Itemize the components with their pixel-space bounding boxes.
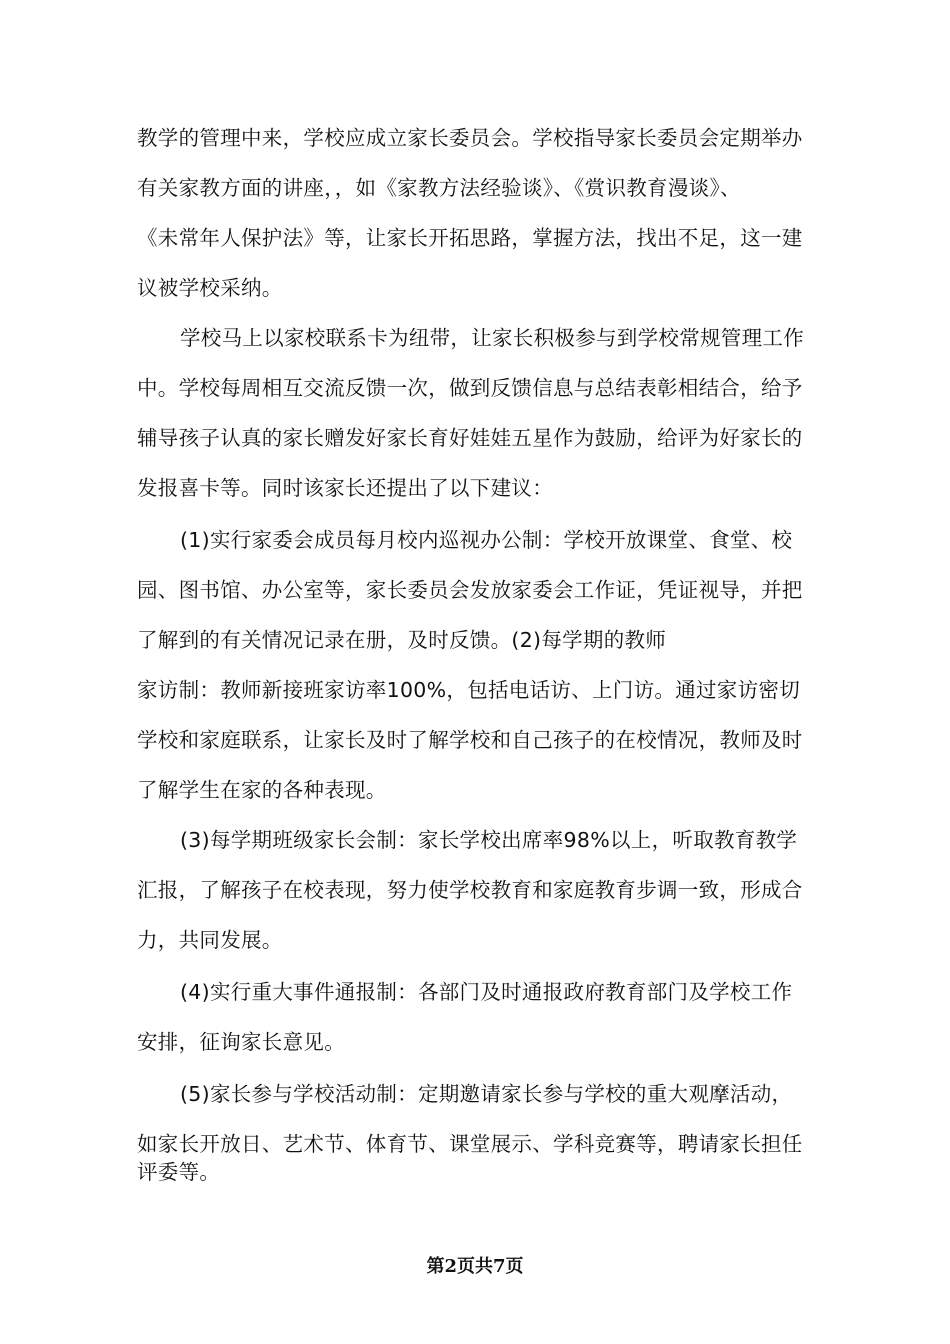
text-line: 有关家教方面的讲座，，如《家教方法经验谈》、《赏识教育漫谈》、 (137, 176, 741, 200)
page-number-footer: 第2页共7页 (426, 1256, 524, 1277)
text-line: 学校和家庭联系，让家长及时了解学校和自己孩子的在校情况，教师及时 (137, 728, 803, 752)
text-line: 了解到的有关情况记录在册，及时反馈。(2)每学期的教师 (137, 628, 667, 652)
text-line: 力，共同发展。 (137, 928, 283, 952)
paragraph-first-line: (5)家长参与学校活动制：定期邀请家长参与学校的重大观摩活动， (180, 1082, 793, 1106)
paragraph-first-line: (4)实行重大事件通报制：各部门及时通报政府教育部门及学校工作 (180, 980, 793, 1004)
text-line: 安排，征询家长意见。 (137, 1030, 345, 1054)
text-line: 辅导孩子认真的家长赠发好家长育好娃娃五星作为鼓励，给评为好家长的 (137, 426, 803, 450)
text-line: 汇报，了解孩子在校表现，努力使学校教育和家庭教育步调一致，形成合 (137, 878, 803, 902)
text-line: 评委等。 (137, 1160, 221, 1184)
text-line: 园、图书馆、办公室等，家长委员会发放家委会工作证，凭证视导，并把 (137, 578, 803, 602)
text-line: 《未常年人保护法》等，让家长开拓思路，掌握方法，找出不足，这一建 (137, 226, 803, 250)
text-line: 家访制：教师新接班家访率100%，包括电话访、上门访。通过家访密切 (137, 678, 801, 702)
text-line: 了解学生在家的各种表现。 (137, 778, 387, 802)
text-line: 如家长开放日、艺术节、体育节、课堂展示、学科竞赛等，聘请家长担任 (137, 1132, 803, 1156)
paragraph-first-line: (1)实行家委会成员每月校内巡视办公制：学校开放课堂、食堂、校 (180, 528, 793, 552)
paragraph-first-line: 学校马上以家校联系卡为纽带，让家长积极参与到学校常规管理工作 (180, 326, 804, 350)
text-line: 发报喜卡等。同时该家长还提出了以下建议： (137, 476, 553, 500)
text-line: 议被学校采纳。 (137, 276, 283, 300)
text-line: 中。学校每周相互交流反馈一次，做到反馈信息与总结表彰相结合，给予 (137, 376, 803, 400)
text-line: 教学的管理中来，学校应成立家长委员会。学校指导家长委员会定期举办 (137, 126, 803, 150)
paragraph-first-line: (3)每学期班级家长会制：家长学校出席率98%以上，听取教育教学 (180, 828, 798, 852)
